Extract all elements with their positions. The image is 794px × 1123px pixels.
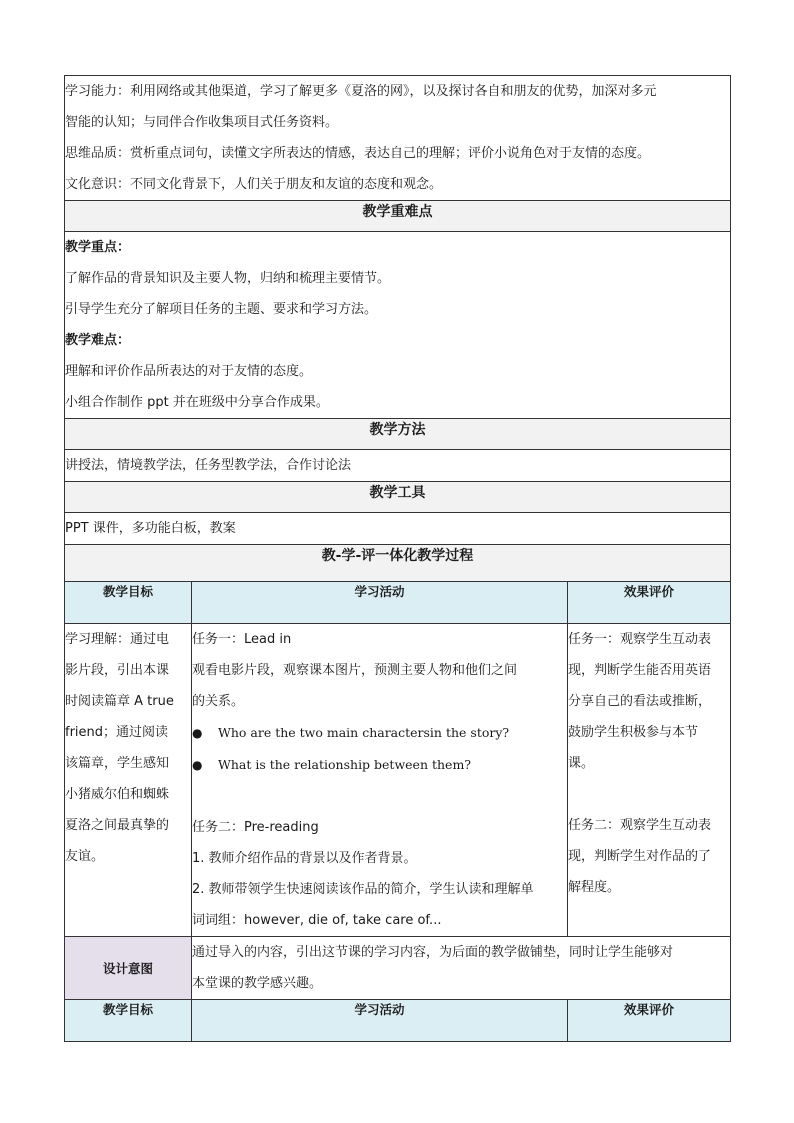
column-activity: 学习活动 — [192, 582, 568, 624]
task2-line: 词词组：however, die of, take care of... — [192, 913, 442, 928]
goal-cell — [65, 624, 192, 937]
key-point-item: 引导学生充分了解项目任务的主题、要求和学习方法。 — [65, 302, 378, 317]
tools-header: 教学工具 — [65, 482, 731, 513]
eval-task1-line: 现，判断学生能否用英语 — [568, 663, 712, 678]
eval-task1-line: 鼓励学生积极参与本节 — [568, 725, 699, 740]
objective-line: 智能的认知；与同伴合作收集项目式任务资料。 — [65, 115, 339, 130]
column-activity: 学习活动 — [192, 1000, 568, 1042]
evaluation-cell — [568, 624, 731, 937]
process-columns-row — [65, 582, 731, 624]
goal-line: 小猪威尔伯和蜘蛛 — [65, 787, 170, 802]
objective-line: 文化意识：不同文化背景下，人们关于朋友和友谊的态度和观念。 — [65, 177, 443, 192]
goal-line: 时阅读篇章 A true — [65, 694, 174, 709]
eval-task1-line: 课。 — [568, 756, 595, 771]
design-intent-line: 本堂课的教学感兴趣。 — [192, 976, 323, 991]
design-intent-cell — [192, 937, 731, 1000]
design-intent-label: 设计意图 — [65, 937, 192, 1000]
task2-title: 任务二：Pre-reading — [192, 820, 319, 835]
spacer — [568, 779, 730, 810]
process-header: 教-学-评一体化教学过程 — [65, 545, 731, 582]
key-difficult-header-row — [65, 201, 731, 232]
tools-cell — [65, 513, 731, 545]
difficult-points-label: 教学难点： — [65, 333, 131, 348]
task1-line: 的关系。 — [192, 694, 245, 709]
key-points-label: 教学重点： — [65, 240, 131, 255]
bullet-icon: ● — [192, 726, 203, 740]
eval-task1-line: 任务一：观察学生互动表 — [568, 632, 712, 647]
methods-row — [65, 450, 731, 482]
objectives-row — [65, 76, 731, 201]
column-evaluation: 效果评价 — [568, 582, 731, 624]
task1-line: 观看电影片段，观察课本图片，预测主要人物和他们之间 — [192, 663, 518, 678]
eval-task2-line: 现，判断学生对作品的了 — [568, 849, 712, 864]
methods-text: 讲授法，情境教学法，任务型教学法，合作讨论法 — [65, 458, 352, 473]
eval-task1-line: 分享自己的看法或推断， — [568, 694, 712, 709]
process-header-row — [65, 545, 731, 582]
tools-row — [65, 513, 731, 545]
goal-line: 该篇章，学生感知 — [65, 756, 170, 771]
difficult-point-item: 小组合作制作 ppt 并在班级中分享合作成果。 — [65, 395, 329, 410]
task1-bullet-text: Who are the two main charactersin the story? — [218, 725, 510, 740]
methods-cell — [65, 450, 731, 482]
process-content-row — [65, 624, 731, 937]
key-difficult-row — [65, 232, 731, 419]
task1-bullet — [192, 749, 567, 781]
task2-line: 2. 教师带领学生快速阅读该作品的简介，学生认读和理解单 — [192, 882, 534, 897]
lesson-plan-table — [64, 75, 731, 1042]
difficult-point-item: 理解和评价作品所表达的对于友情的态度。 — [65, 364, 313, 379]
goal-line: 友谊。 — [65, 849, 105, 864]
objective-line: 思维品质：赏析重点词句，读懂文字所表达的情感，表达自己的理解；评价小说角色对于友情的态度。 — [65, 146, 651, 161]
task1-title: 任务一：Lead in — [192, 632, 292, 647]
goal-line: 影片段，引出本课 — [65, 663, 170, 678]
goal-line: friend；通过阅读 — [65, 725, 169, 740]
methods-header: 教学方法 — [65, 419, 731, 450]
key-point-item: 了解作品的背景知识及主要人物，归纳和梳理主要情节。 — [65, 271, 391, 286]
goal-line: 夏洛之间最真挚的 — [65, 818, 170, 833]
column-objective: 教学目标 — [65, 582, 192, 624]
activity-cell — [192, 624, 568, 937]
column-objective: 教学目标 — [65, 1000, 192, 1042]
objectives-cell — [65, 76, 731, 201]
tools-text: PPT 课件，多功能白板，教案 — [65, 521, 236, 536]
task1-bullet-text: What is the relationship between them? — [218, 757, 472, 772]
methods-header-row — [65, 419, 731, 450]
bullet-icon: ● — [192, 758, 203, 772]
design-intent-row — [65, 937, 731, 1000]
tools-header-row — [65, 482, 731, 513]
task1-bullet — [192, 717, 567, 749]
column-evaluation: 效果评价 — [568, 1000, 731, 1042]
spacer — [192, 781, 567, 812]
goal-line: 学习理解：通过电 — [65, 632, 170, 647]
repeat-columns-row — [65, 1000, 731, 1042]
key-difficult-header: 教学重难点 — [65, 201, 731, 232]
key-difficult-cell — [65, 232, 731, 419]
task2-line: 1. 教师介绍作品的背景以及作者背景。 — [192, 851, 417, 866]
eval-task2-line: 解程度。 — [568, 880, 621, 895]
objective-line: 学习能力：利用网络或其他渠道，学习了解更多《夏洛的网》，以及探讨各自和朋友的优势，加深对多元 — [65, 84, 657, 99]
design-intent-line: 通过导入的内容，引出这节课的学习内容，为后面的教学做铺垫，同时让学生能够对 — [192, 945, 674, 960]
eval-task2-line: 任务二：观察学生互动表 — [568, 818, 712, 833]
